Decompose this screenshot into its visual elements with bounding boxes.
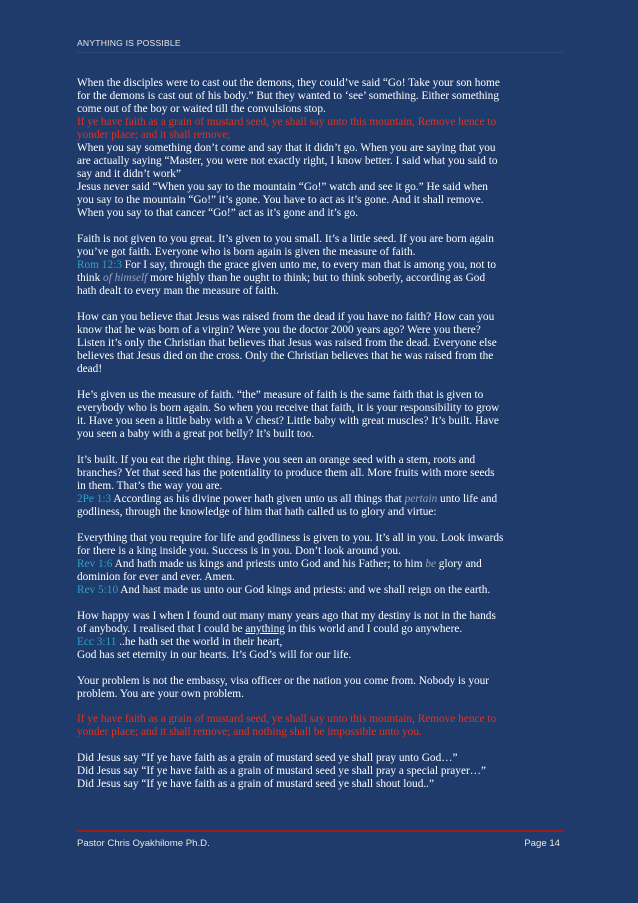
text-line: branches? Yet that seed has the potentiality to produce them all. More fruits with more seeds: [77, 466, 495, 479]
text-line: you say to the mountain “Go!” it’s gone. You have to act as it’s gone. And it shall remove.: [77, 194, 484, 207]
paragraph-destiny: [77, 610, 563, 662]
page-body: [77, 77, 563, 804]
paragraph-did-jesus-say: [77, 752, 563, 791]
scripture-reference: 2Pe 1:3: [77, 493, 112, 506]
scripture-reference: Ecc 3:11: [77, 635, 117, 648]
text-line: everybody who is born again. So when you receive that faith, it is your responsibility to grow: [77, 402, 500, 415]
text-line: Jesus never said “When you say to the mountain “Go!” watch and see it go.” He said when: [77, 181, 488, 194]
page-number: Page 14: [524, 838, 560, 849]
verse-text: unto life and: [437, 493, 498, 506]
text-line: [77, 584, 563, 597]
text-segment: of anybody. I realised that I could be: [77, 622, 246, 635]
paragraph-your-problem: [77, 675, 563, 701]
text-line: you’ve got faith. Everyone who is born again is given the measure of faith.: [77, 246, 416, 259]
header-divider: [77, 52, 563, 53]
text-line: Did Jesus say “If ye have faith as a grain of mustard seed ye shall shout loud..”: [77, 778, 435, 791]
text-line: It’s built. If you eat the right thing. Have you seen an orange seed with a stem, roots and: [77, 453, 476, 466]
text-line: Your problem is not the embassy, visa officer or the nation you come from. Nobody is your: [77, 674, 490, 687]
text-line: for the demons is cast out of his body.” But they wanted to ‘see’ something. Either something: [77, 90, 499, 103]
text-line: How can you believe that Jesus was raised from the dead if you have no faith? How can you: [77, 311, 495, 324]
text-line: Did Jesus say “If ye have faith as a grain of mustard seed ye shall pray unto God…”: [77, 752, 458, 765]
verse-text: think: [77, 272, 104, 285]
running-header: ANYTHING IS POSSIBLE: [77, 38, 181, 48]
footer-divider: [77, 830, 563, 832]
verse-text: glory and: [435, 557, 482, 570]
text-line: for there is a king inside you. Success is in you. Don’t look around you.: [77, 544, 401, 557]
verse-text: For I say, through the grace given unto me, to every man that is among you, not to: [121, 259, 497, 272]
underlined-word: anything: [245, 622, 285, 635]
text-line: it. Have you seen a little baby with a V chest? Little baby with great muscles? It’s built. Have: [77, 415, 499, 428]
paragraph-orange-seed: [77, 454, 563, 519]
italic-word: of himself: [103, 272, 148, 285]
verse-text: more highly than he ought to think; but to think soberly, according as God: [147, 272, 486, 285]
text-line: God has set eternity in our hearts. It’s God’s will for our life.: [77, 648, 352, 661]
scripture-quote-line: yonder place; and it shall remove;: [77, 129, 231, 142]
scripture-reference: Rom 12:3: [77, 259, 122, 272]
text-line: When you say something don’t come and say that it didn’t go. When you are saying that you: [77, 142, 496, 155]
scripture-quote-line: yonder place; and it shall remove; and nothing shall be impossible unto you.: [77, 726, 422, 739]
text-line: in them. That’s the way you are.: [77, 480, 223, 493]
text-line: When you say to that cancer “Go!” act as it’s gone and it’s go.: [77, 207, 359, 220]
text-line: say and it didn’t work”: [77, 168, 181, 181]
paragraph-measure-of-faith: [77, 389, 563, 441]
text-line: How happy was I when I found out many many years ago that my destiny is not in the hands: [77, 609, 496, 622]
text-line: Everything that you require for life and godliness is given to you. It’s all in you. Look inwards: [77, 531, 504, 544]
paragraph-king-inside: [77, 532, 563, 597]
text-line: Faith is not given to you great. It’s given to you small. It’s a little seed. If you are born again: [77, 233, 494, 246]
text-line: godliness, through the knowledge of him that hath called us to glory and virtue:: [77, 506, 437, 519]
paragraph-casting-out-demons: [77, 77, 563, 221]
text-line: are actually saying “Master, you were not exactly right, I know better. I said what you said to: [77, 155, 498, 168]
text-line: [77, 272, 563, 285]
paragraph-faith-seed: [77, 233, 563, 298]
text-line: [77, 259, 563, 272]
text-segment: in this world and I could go anywhere.: [284, 622, 463, 635]
text-line: problem. You are your own problem.: [77, 687, 244, 700]
scripture-quote-line: If ye have faith as a grain of mustard seed, ye shall say unto this mountain, Remove hence to: [77, 116, 497, 129]
verse-text: According as his divine power hath given unto us all things that: [111, 493, 405, 506]
footer-author: Pastor Chris Oyakhilome Ph.D.: [77, 838, 210, 849]
text-line: believes that Jesus died on the cross. Only the Christian believes that he was raised from the: [77, 350, 494, 363]
verse-text: And hath made us kings and priests unto God and his Father; to him: [112, 557, 426, 570]
verse-text: ..he hath set the world in their heart,: [116, 635, 283, 648]
text-line: you seen a baby with a great pot belly? It’s built too.: [77, 428, 315, 441]
paragraph-raised-from-dead: [77, 311, 563, 376]
text-line: know that he was born of a virgin? Were you the doctor 2000 years ago? Were you there?: [77, 324, 481, 337]
text-line: He’s given us the measure of faith. “the” measure of faith is the same faith that is given to: [77, 389, 484, 402]
text-line: Did Jesus say “If ye have faith as a grain of mustard seed ye shall pray a special prayer…”: [77, 765, 487, 778]
verse-text: And hast made us unto our God kings and priests: and we shall reign on the earth.: [118, 584, 491, 597]
italic-word: be: [425, 557, 436, 570]
text-line: come out of the boy or waited till the convulsions stop.: [77, 103, 326, 116]
text-line: [77, 623, 563, 636]
text-line: [77, 636, 563, 649]
italic-word: pertain: [404, 493, 438, 506]
text-line: dominion for ever and ever. Amen.: [77, 570, 235, 583]
scripture-reference: Rev 1:6: [77, 557, 113, 570]
text-line: dead!: [77, 363, 103, 376]
text-line: hath dealt to every man the measure of faith.: [77, 285, 279, 298]
scripture-reference: Rev 5:10: [77, 584, 119, 597]
scripture-quote-line: If ye have faith as a grain of mustard seed, ye shall say unto this mountain, Remove hence to: [77, 713, 497, 726]
text-line: [77, 493, 563, 506]
text-line: Listen it’s only the Christian that believes that Jesus was raised from the dead. Everyone else: [77, 337, 497, 350]
paragraph-mustard-seed-quote: [77, 713, 563, 739]
text-line: When the disciples were to cast out the demons, they could’ve said “Go! Take your son home: [77, 77, 500, 89]
text-line: [77, 558, 563, 571]
